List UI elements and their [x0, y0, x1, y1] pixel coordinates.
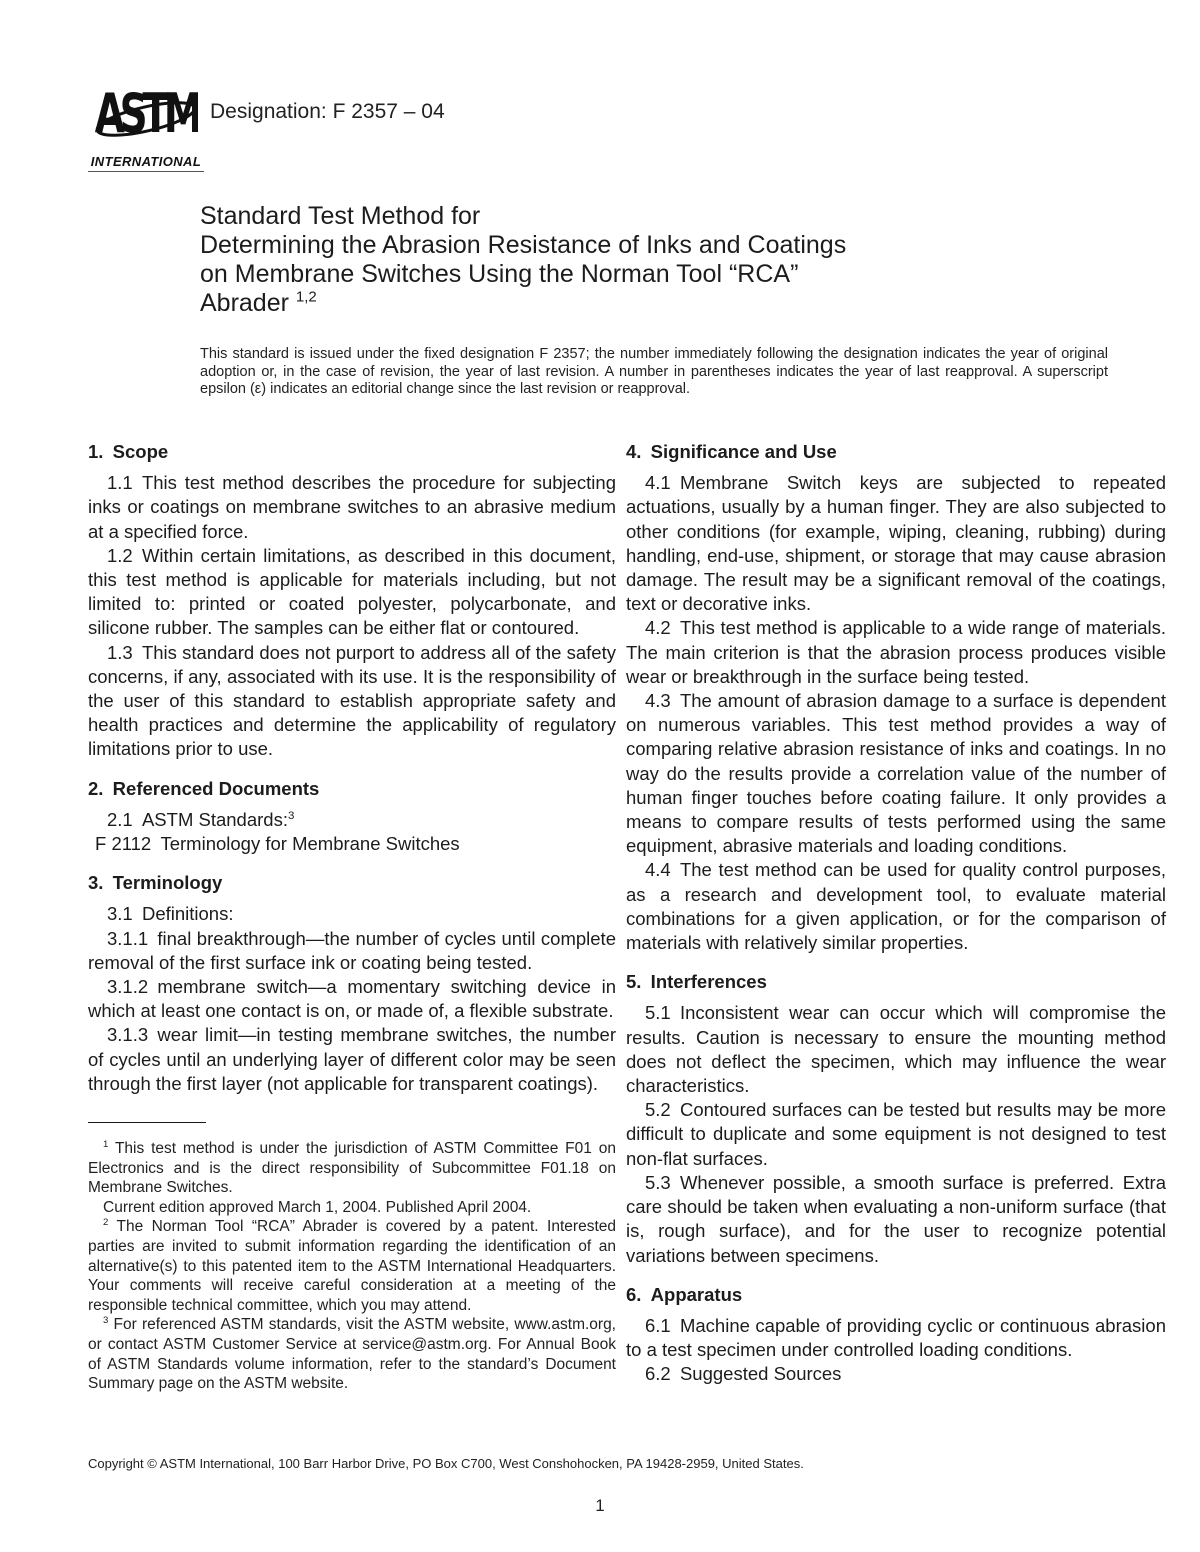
astm-globe-icon [94, 82, 198, 156]
title-line-2: on Membrane Switches Using the Norman Tool “RCA” [200, 260, 799, 288]
document-title [200, 202, 846, 318]
footnote-3 [88, 1315, 616, 1393]
section-5-heading: 5. Interferences [626, 971, 767, 993]
para-1-2: 1.2 Within certain limitations, as described in this document, this test method is applicable for materials including, but not limited to: printed or coated polyester, polycarbonate, and silicone rubber. The samples can be either flat or contoured. [88, 544, 616, 639]
astm-logo-text: ASTM [94, 82, 198, 146]
section-4-heading: 4. Significance and Use [626, 441, 837, 462]
footnote-1 [88, 1139, 616, 1198]
section-1-heading: 1. Scope [88, 441, 169, 462]
footnote-3-text: For referenced ASTM standards, visit the ASTM website, www.astm.org, or contact ASTM Customer Service at service@astm.org. For Annual Book of ASTM Standards volume information, refer to the standard’s Document Summary page on the ASTM website. [88, 1316, 616, 1393]
footnote-3-marker: 3 [103, 1315, 109, 1327]
para-5-3: 5.3 Whenever possible, a smooth surface is preferred. Extra care should be taken when evaluating a non-uniform surface (that is, rough surface), and for the user to recognize potential variations between specimens. [626, 1171, 1166, 1266]
para-4-3: 4.3 The amount of abrasion damage to a surface is dependent on numerous variables. This test method provides a way of comparing relative abrasion resistance of inks and coatings. In no way do the results provide a correlation value of the number of human finger touches before coating failure. It only provides a means to compare results of tests performed using the same equipment, abrasive materials and loading conditions. [626, 690, 1166, 857]
para-3-1: 3.1 Definitions: [107, 903, 234, 925]
para-4-4: 4.4 The test method can be used for quality control purposes, as a research and development tool, to evaluate material combinations for a given application, or for the comparison of materials with relatively similar properties. [626, 859, 1166, 954]
right-column [626, 424, 1166, 1394]
footnote-1-text: This test method is under the jurisdiction of ASTM Committee F01 on Electronics and is the direct responsibility of Subcommittee F01.18 on Membrane Switches. [88, 1140, 616, 1197]
page-number: 1 [595, 1496, 605, 1515]
two-column-body [88, 424, 1166, 1394]
title-superscript: 1,2 [295, 288, 317, 306]
para-6-1: 6.1 Machine capable of providing cyclic or continuous abrasion to a test specimen under controlled loading conditions. [626, 1314, 1166, 1361]
para-6-2: 6.2 Suggested Sources [645, 1363, 842, 1385]
copyright-line: Copyright © ASTM International, 100 Barr Harbor Drive, PO Box C700, West Conshohocken, PA 19428-2959, United States. [88, 1456, 804, 1471]
para-4-1: 4.1 Membrane Switch keys are subjected to repeated actuations, usually by a human finger. They are also subjected to other conditions (for example, wiping, cleaning, rubbing) during handling, end-use, shipment, or storage that may cause abrasion damage. The result may be a significant removal of the coatings, text or decorative inks. [626, 472, 1166, 615]
footnote-1-marker: 1 [103, 1138, 109, 1150]
footnote-2-text: The Norman Tool “RCA” Abrader is covered by a patent. Interested parties are invited to submit information regarding the identification of an alternative(s) to this patented item to the ASTM International Headquarters. Your comments will receive careful consideration at a meeting of the responsible technical committee, which you may attend. [88, 1218, 616, 1314]
footnote-2-marker: 2 [103, 1217, 109, 1229]
para-5-1: 5.1 Inconsistent wear can occur which will compromise the results. Caution is necessary to ensure the mounting method does not deflect the specimen, which may influence the wear characteristics. [626, 1002, 1166, 1097]
title-abrader: Abrader [200, 289, 289, 317]
footnote-1b: Current edition approved March 1, 2004. Published April 2004. [103, 1198, 532, 1216]
section-3-heading: 3. Terminology [88, 872, 223, 894]
astm-logo [88, 82, 204, 172]
para-1-1: 1.1 This test method describes the procedure for subjecting inks or coatings on membrane switches to an abrasive medium at a specified force. [88, 472, 616, 542]
footnote-separator [88, 1122, 206, 1123]
issuing-note: This standard is issued under the fixed designation F 2357; the number immediately following the designation indicates the year of original adoption or, in the case of revision, the year of last revision. A number in parentheses indicates the year of last reapproval. A superscript epsilon (ε) indicates an editorial change since the last revision or reapproval. [200, 346, 1108, 398]
para-4-2: 4.2 This test method is applicable to a wide range of materials. The main criterion is that the abrasion process produces visible wear or breakthrough in the surface being tested. [626, 617, 1166, 687]
para-1-3: 1.3 This standard does not purport to address all of the safety concerns, if any, associated with its use. It is the responsibility of the user of this standard to establish appropriate safety and health practices and determine the applicability of regulatory limitations prior to use. [88, 641, 616, 760]
title-line-1: Determining the Abrasion Resistance of Inks and Coatings [200, 231, 847, 259]
para-3-1-2: 3.1.2 membrane switch—a momentary switching device in which at least one contact is on, or made of, a flexible substrate. [88, 976, 616, 1022]
para-2-1-text: 2.1 ASTM Standards: [107, 808, 288, 830]
para-5-2: 5.2 Contoured surfaces can be tested but results may be more difficult to duplicate and some equipment is not designed to test non-flat surfaces. [626, 1099, 1166, 1169]
para-3-1-3: 3.1.3 wear limit—in testing membrane switches, the number of cycles until an underlying layer of different color may be seen through the first layer (not applicable for transparent coatings). [88, 1024, 616, 1094]
para-2-1-superscript: 3 [287, 809, 295, 822]
designation: Designation: F 2357 – 04 [210, 100, 445, 123]
section-2-heading: 2. Referenced Documents [88, 777, 320, 799]
footnote-2 [88, 1217, 616, 1315]
astm-logo-international: INTERNATIONAL [88, 154, 204, 172]
left-column [88, 424, 616, 1394]
footnotes-block [88, 1122, 616, 1394]
title-line-3 [200, 289, 846, 318]
para-3-1-1: 3.1.1 final breakthrough—the number of cycles until complete removal of the first surface ink or coating being tested. [88, 927, 616, 973]
para-2-1 [88, 808, 616, 832]
title-line-intro: Standard Test Method for [200, 202, 481, 230]
section-6-heading: 6. Apparatus [626, 1283, 743, 1305]
referenced-standard-f2112: F 2112 Terminology for Membrane Switches [95, 833, 460, 855]
